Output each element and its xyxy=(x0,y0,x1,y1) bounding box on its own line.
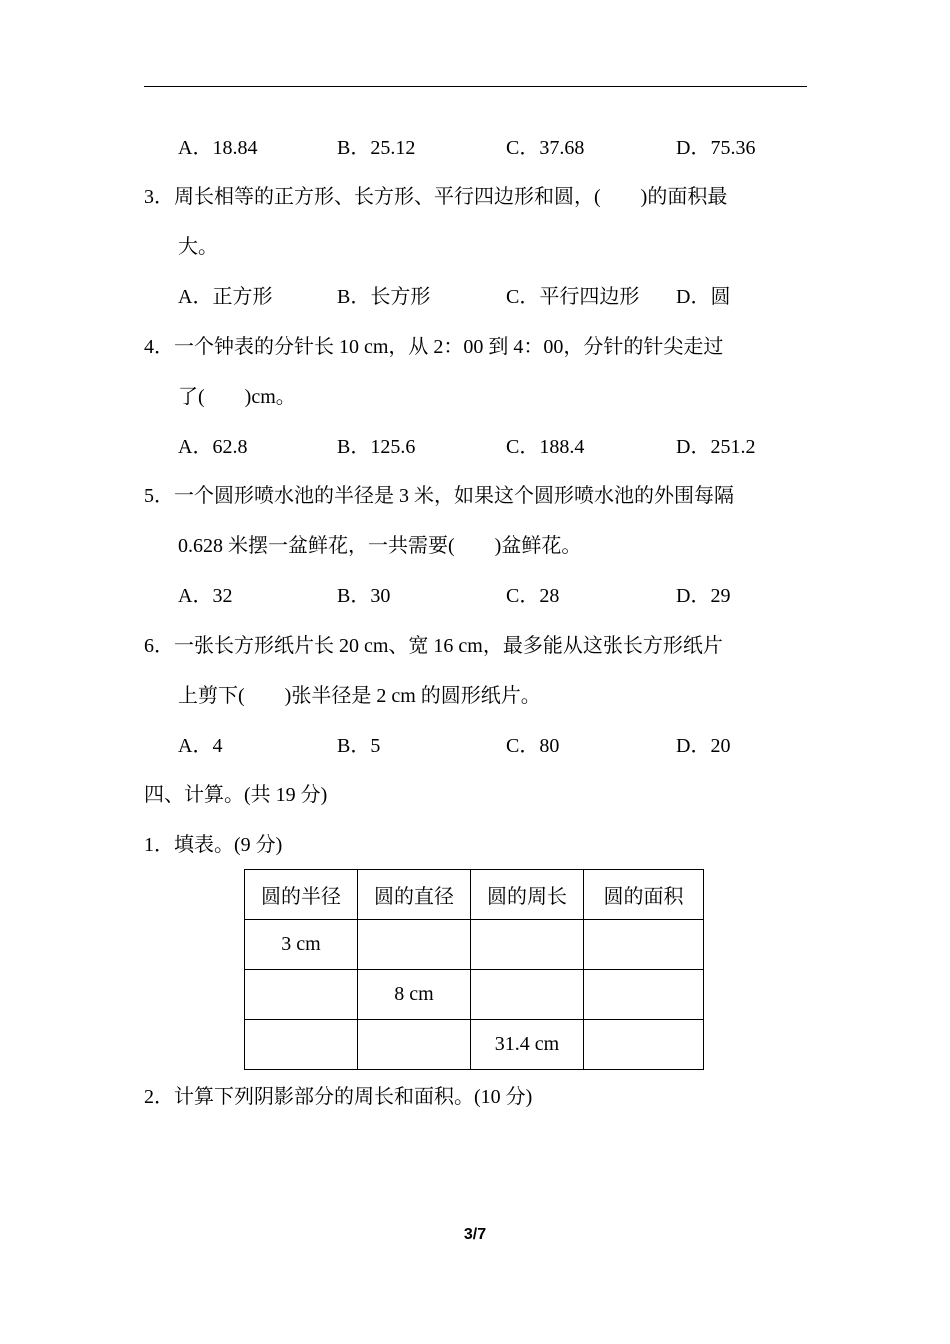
option-a: A．32 xyxy=(178,585,233,607)
option-c: C．80 xyxy=(506,735,560,757)
option-b: B．25.12 xyxy=(337,137,416,159)
option-a: A．62.8 xyxy=(178,436,248,458)
table-cell: 31.4 cm xyxy=(471,1020,584,1070)
option-a: A．4 xyxy=(178,735,223,757)
option-d: D．75.36 xyxy=(676,137,756,159)
option-a: A．正方形 xyxy=(178,286,273,308)
table-cell xyxy=(471,970,584,1020)
q3-stem-line2: 大。 xyxy=(178,236,218,258)
option-b: B．125.6 xyxy=(337,436,416,458)
table-cell: 3 cm xyxy=(245,920,358,970)
q4-stem-line2: 了( )cm。 xyxy=(178,386,296,408)
table-cell xyxy=(584,920,704,970)
table-row xyxy=(245,970,704,1020)
q6-stem-line1: 6．一张长方形纸片长 20 cm、宽 16 cm，最多能从这张长方形纸片 xyxy=(144,635,723,657)
table-row xyxy=(245,1020,704,1070)
option-d: D．251.2 xyxy=(676,436,756,458)
fill-table-title: 1．填表。(9 分) xyxy=(144,834,283,856)
option-c: C．188.4 xyxy=(506,436,585,458)
q2-options xyxy=(178,136,818,160)
option-b: B．长方形 xyxy=(337,286,431,308)
shaded-area-title: 2．计算下列阴影部分的周长和面积。(10 分) xyxy=(144,1086,533,1108)
option-d: D．29 xyxy=(676,585,731,607)
table-cell xyxy=(245,970,358,1020)
section-heading: 四、计算。(共 19 分) xyxy=(144,784,328,806)
page-number: 3/7 xyxy=(463,1226,487,1243)
table-row xyxy=(245,920,704,970)
q6-options xyxy=(178,734,818,758)
q3-stem-line1: 3．周长相等的正方形、长方形、平行四边形和圆，( )的面积最 xyxy=(144,186,728,208)
table-cell xyxy=(358,920,471,970)
header-radius: 圆的半径 xyxy=(245,870,358,920)
option-c: C．37.68 xyxy=(506,137,585,159)
header-rule xyxy=(144,86,807,87)
option-b: B．5 xyxy=(337,735,381,757)
table-cell xyxy=(584,1020,704,1070)
header-area: 圆的面积 xyxy=(584,870,704,920)
option-a: A．18.84 xyxy=(178,137,258,159)
option-c: C．28 xyxy=(506,585,560,607)
option-d: D．20 xyxy=(676,735,731,757)
option-d: D．圆 xyxy=(676,286,731,308)
q4-options xyxy=(178,435,818,459)
table-cell xyxy=(358,1020,471,1070)
table-header-row xyxy=(245,870,704,920)
table-cell xyxy=(584,970,704,1020)
q4-stem-line1: 4．一个钟表的分针长 10 cm，从 2：00 到 4：00，分针的针尖走过 xyxy=(144,336,724,358)
q5-stem-line2: 0.628 米摆一盆鲜花，一共需要( )盆鲜花。 xyxy=(178,535,582,557)
header-circumference: 圆的周长 xyxy=(471,870,584,920)
q5-stem-line1: 5．一个圆形喷水池的半径是 3 米，如果这个圆形喷水池的外围每隔 xyxy=(144,485,734,507)
table-cell: 8 cm xyxy=(358,970,471,1020)
option-b: B．30 xyxy=(337,585,391,607)
option-c: C．平行四边形 xyxy=(506,286,640,308)
table-cell xyxy=(245,1020,358,1070)
q6-stem-line2: 上剪下( )张半径是 2 cm 的圆形纸片。 xyxy=(178,685,541,707)
q5-options xyxy=(178,584,818,608)
q3-options xyxy=(178,285,818,309)
circle-table xyxy=(244,869,704,1070)
header-diameter: 圆的直径 xyxy=(358,870,471,920)
table-cell xyxy=(471,920,584,970)
